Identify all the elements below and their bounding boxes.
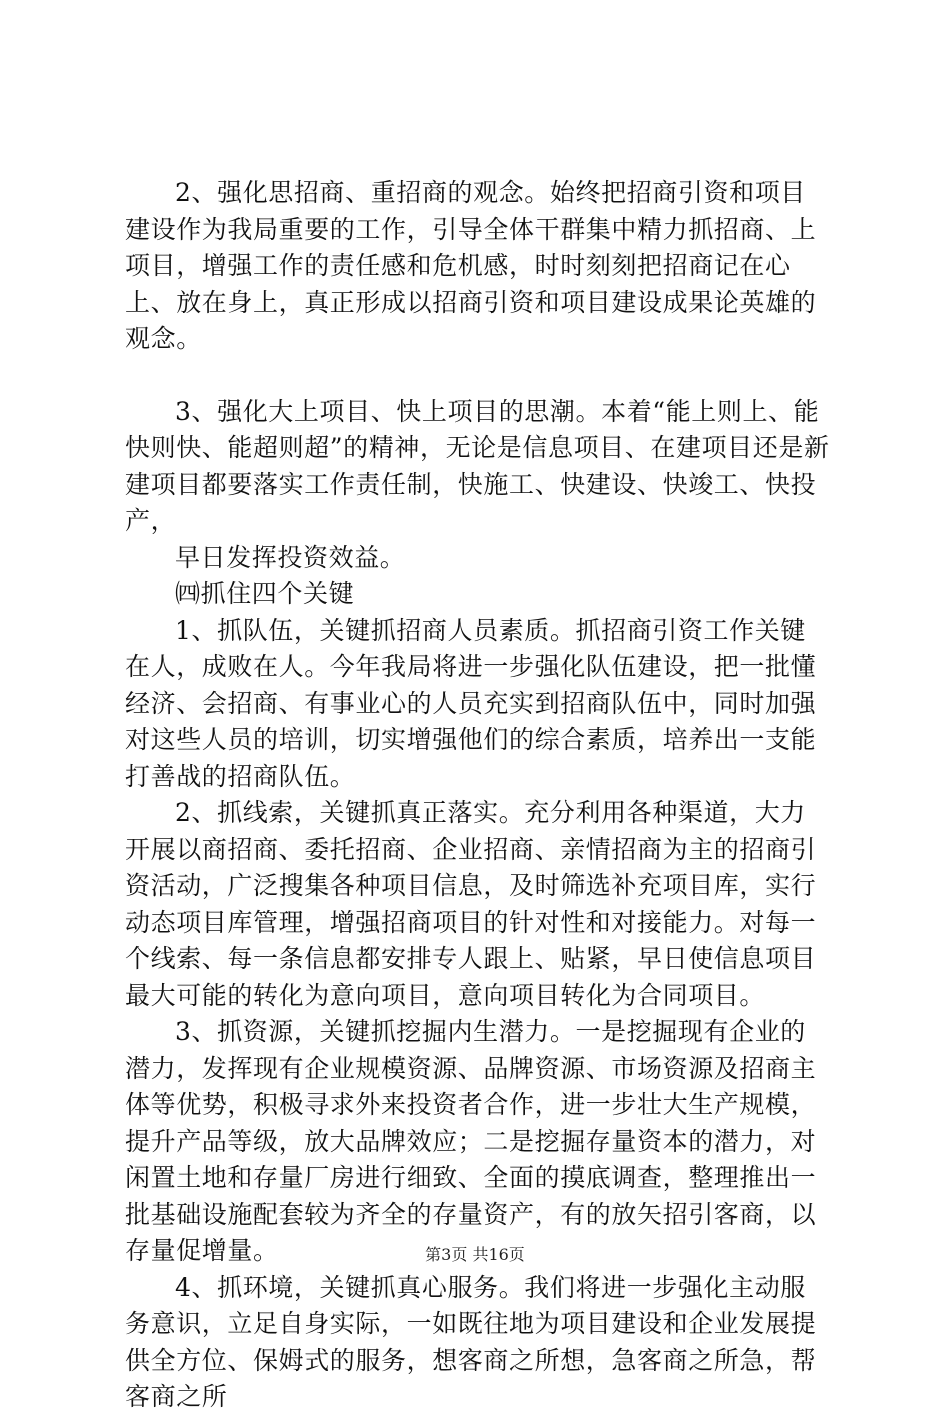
paragraph-5: 2、抓线索，关键抓真正落实。充分利用各种渠道，大力开展以商招商、委托招商、企业招商、亲情招商为主的招商引资活动，广泛搜集各种项目信息，及时筛选补充项目库，实行动态项目库管理，增强招商项目的针对性和对接能力。对每一个线索、每一条信息都安排专人跟上、贴紧，早日使信息项目最大可能的转化为意向项目，意向项目转化为合同项目。 xyxy=(125,798,817,1010)
paragraph-7: 4、抓环境，关键抓真心服务。我们将进一步强化主动服务意识，立足自身实际，一如既往地为项目建设和企业发展提供全方位、保姆式的服务，想客商之所想，急客商之所急，帮客商之所 xyxy=(125,1272,817,1411)
page-footer: 第3页 共16页 xyxy=(425,1245,525,1264)
section-heading: ㈣抓住四个关键 xyxy=(175,579,355,608)
document-body xyxy=(125,175,830,1416)
paragraph-1: 2、强化思招商、重招商的观念。始终把招商引资和项目建设作为我局重要的工作，引导全体干群集中精力抓招商、上项目，增强工作的责任感和危机感，时时刻刻把招商记在心上、放在身上，真正形成以招商引资和项目建设成果论英雄的观念。 xyxy=(125,178,817,353)
paragraph-4: 1、抓队伍，关键抓招商人员素质。抓招商引资工作关键在人，成败在人。今年我局将进一步强化队伍建设，把一批懂经济、会招商、有事业心的人员充实到招商队伍中，同时加强对这些人员的培训，切实增强他们的综合素质，培养出一支能打善战的招商队伍。 xyxy=(125,615,817,791)
paragraph-2: 3、强化大上项目、快上项目的思潮。本着“能上则上、能快则快、能超则超”的精神，无论是信息项目、在建项目还是新建项目都要落实工作责任制，快施工、快建设、快竣工、快投产， xyxy=(125,396,830,535)
paragraph-3: 早日发挥投资效益。 xyxy=(175,542,406,572)
paragraph-6: 3、抓资源，关键抓挖掘内生潜力。一是挖掘现有企业的潜力，发挥现有企业规模资源、品牌资源、市场资源及招商主体等优势，积极寻求外来投资者合作，进一步壮大生产规模，提升产品等级，放大品牌效应；二是挖掘存量资本的潜力，对闲置土地和存量厂房进行细致、全面的摸底调查，整理推出一批基础设施配套较为齐全的存量资产，有的放矢招引客商，以存量促增量。 xyxy=(125,1017,817,1265)
